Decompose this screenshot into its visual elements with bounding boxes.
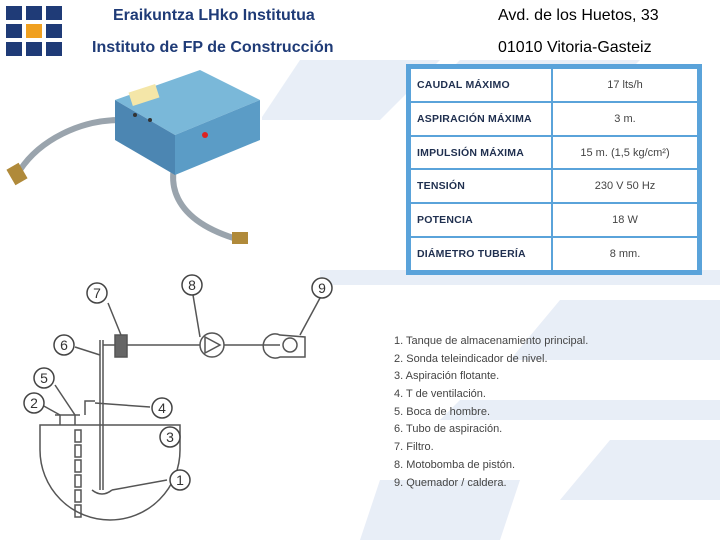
callout-number: 6 bbox=[60, 337, 68, 353]
spec-label: TENSIÓN bbox=[410, 169, 552, 203]
legend-item: 1. Tanque de almacenamiento principal. bbox=[394, 335, 589, 347]
spec-label: DIÁMETRO TUBERÍA bbox=[410, 237, 552, 271]
institute-name-basque: Eraikuntza LHko Institutua bbox=[113, 7, 315, 24]
legend-item: 4. T de ventilación. bbox=[394, 388, 486, 401]
legend-item: 8. Motobomba de pistón. bbox=[394, 458, 516, 471]
callout-number: 8 bbox=[188, 277, 196, 293]
legend-item: 7. Filtro. bbox=[394, 441, 434, 454]
institute-logo bbox=[2, 2, 66, 60]
spec-value: 3 m. bbox=[552, 102, 698, 136]
callout-number: 4 bbox=[158, 400, 166, 416]
callout-number: 9 bbox=[318, 280, 326, 296]
legend-item: 9. Quemador / caldera. bbox=[394, 476, 507, 489]
spec-label: ASPIRACIÓN MÁXIMA bbox=[410, 102, 552, 136]
specifications-table bbox=[406, 64, 702, 275]
callout-number: 1 bbox=[176, 472, 184, 488]
spec-value: 15 m. (1,5 kg/cm²) bbox=[552, 136, 698, 170]
legend-item: 5. Boca de hombre. bbox=[394, 405, 491, 418]
institute-name-spanish: Instituto de FP de Construcción bbox=[92, 39, 334, 56]
legend-item: 6. Tubo de aspiración. bbox=[394, 423, 503, 436]
callout-number: 7 bbox=[93, 285, 101, 301]
diagram-legend bbox=[394, 333, 624, 492]
spec-label: CAUDAL MÁXIMO bbox=[410, 68, 552, 102]
spec-value: 18 W bbox=[552, 203, 698, 237]
product-photo bbox=[0, 60, 262, 270]
spec-row bbox=[410, 136, 698, 170]
spec-value: 230 V 50 Hz bbox=[552, 169, 698, 203]
spec-value: 8 mm. bbox=[552, 237, 698, 271]
legend-item: 2. Sonda teleindicador de nivel. bbox=[394, 352, 548, 365]
city: 01010 Vitoria-Gasteiz bbox=[498, 39, 652, 56]
installation-diagram bbox=[0, 265, 360, 540]
spec-row bbox=[410, 237, 698, 271]
spec-row bbox=[410, 68, 698, 102]
spec-row bbox=[410, 203, 698, 237]
callout-number: 2 bbox=[30, 395, 38, 411]
spec-value: 17 lts/h bbox=[552, 68, 698, 102]
spec-row bbox=[410, 102, 698, 136]
spec-label: POTENCIA bbox=[410, 203, 552, 237]
callout-number: 5 bbox=[40, 370, 48, 386]
spec-row bbox=[410, 169, 698, 203]
callout-number: 3 bbox=[166, 429, 174, 445]
address: Avd. de los Huetos, 33 bbox=[498, 7, 659, 24]
legend-item: 3. Aspiración flotante. bbox=[394, 370, 500, 383]
spec-label: IMPULSIÓN MÁXIMA bbox=[410, 136, 552, 170]
